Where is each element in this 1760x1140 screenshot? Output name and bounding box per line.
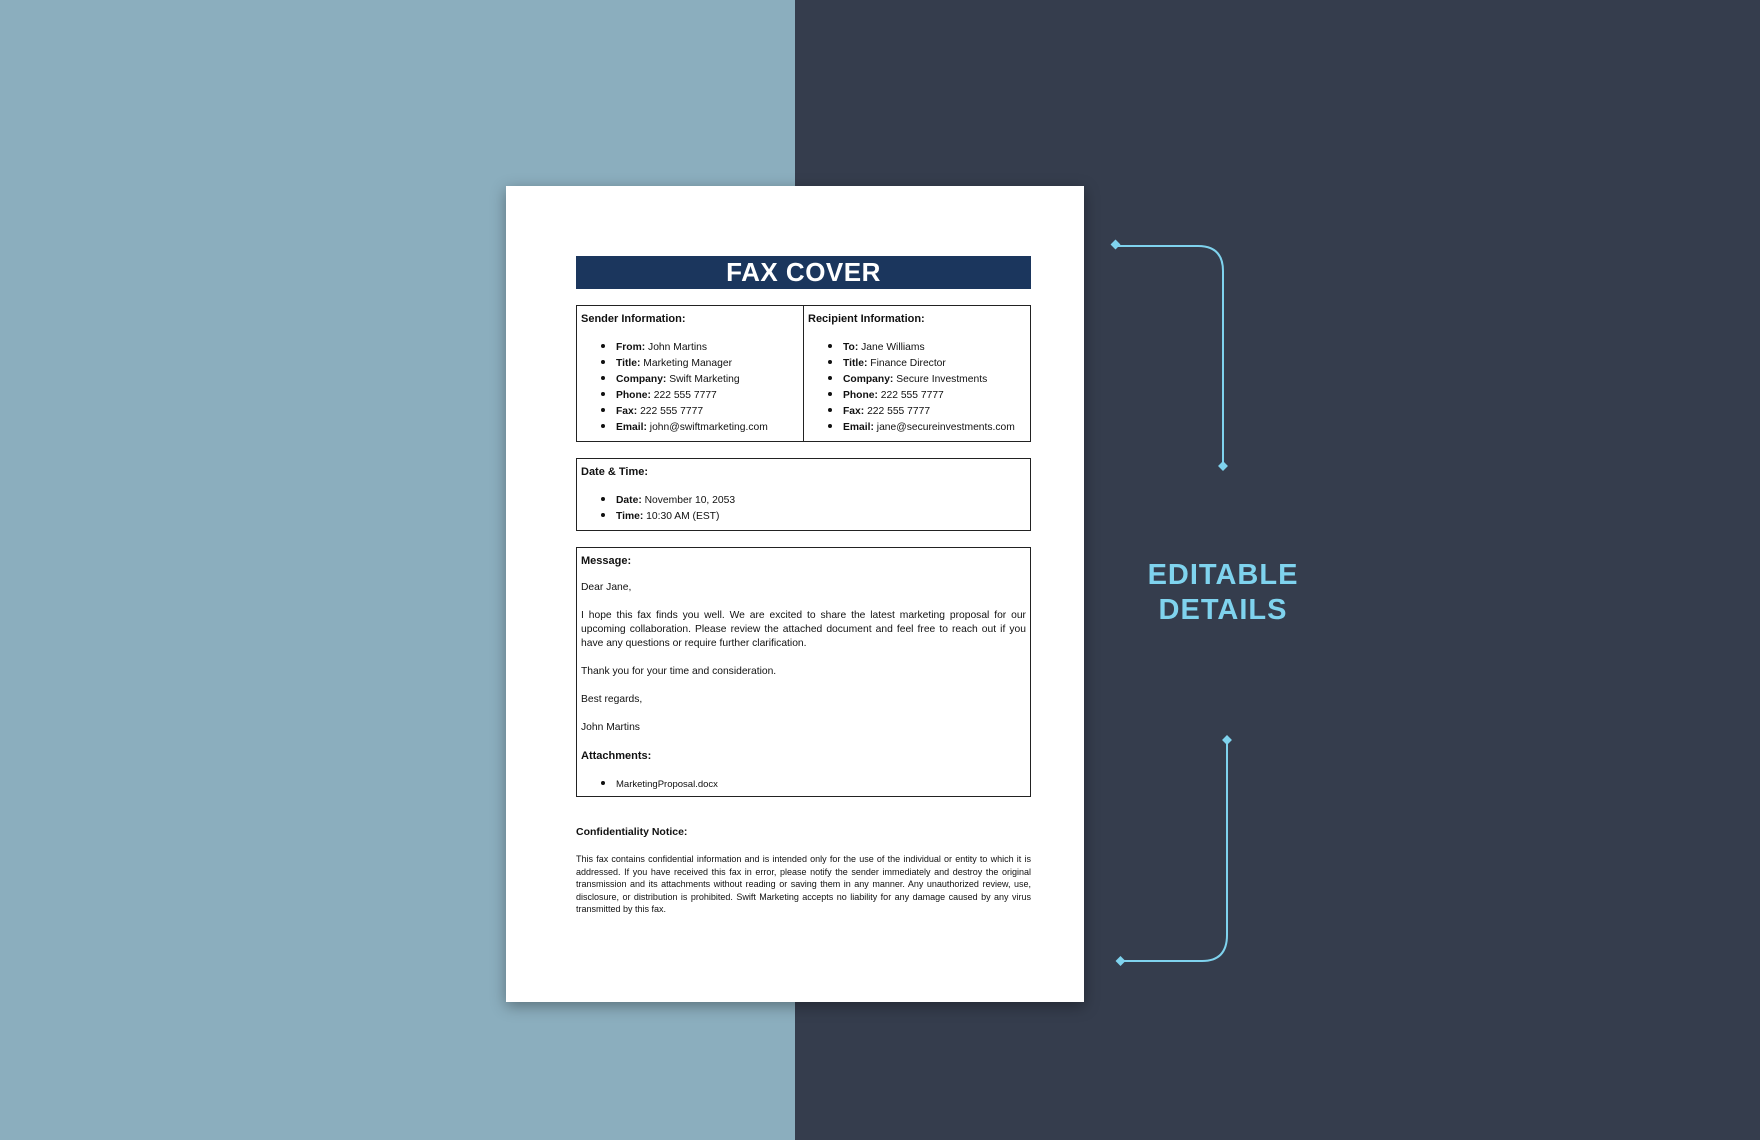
bracket-top-end-diamond <box>1218 461 1228 471</box>
message-signature: John Martins <box>581 722 640 733</box>
sender-email: • Email: john@swiftmarketing.com <box>616 419 799 435</box>
callout-line-2: DETAILS <box>1158 594 1288 626</box>
time-item: • Time: 10:30 AM (EST) <box>616 508 1026 524</box>
document-title: FAX COVER <box>576 256 1031 289</box>
message-thanks: Thank you for your time and consideration. <box>581 666 777 677</box>
callout-bracket-top <box>1117 246 1223 466</box>
recipient-to: • To: Jane Williams <box>843 339 1026 355</box>
message-heading: Message: <box>581 555 632 567</box>
bracket-bottom-start-diamond <box>1222 735 1232 745</box>
recipient-title: • Title: Finance Director <box>843 355 1026 371</box>
recipient-heading: Recipient Information: <box>808 313 925 325</box>
recipient-email: • Email: jane@secureinvestments.com <box>843 419 1026 435</box>
editable-details-callout <box>1100 558 1346 628</box>
recipient-company: • Company: Secure Investments <box>843 371 1026 387</box>
sender-company: • Company: Swift Marketing <box>616 371 799 387</box>
sender-from: • From: John Martins <box>616 339 799 355</box>
sender-heading: Sender Information: <box>581 313 686 325</box>
message-closing: Best regards, <box>581 694 643 705</box>
confidentiality-heading: Confidentiality Notice: <box>576 826 688 838</box>
message-body: I hope this fax finds you well. We are excited to share the latest marketing proposal for our upcoming collaboration. Please review the attached document and feel free to reach out if you have any questions or require further clarification. <box>581 610 1026 649</box>
date-item: • Date: November 10, 2053 <box>616 492 1026 508</box>
bracket-top-start-diamond <box>1111 240 1121 250</box>
confidentiality-text: This fax contains confidential information and is intended only for the use of the individual or entity to which it is addressed. If you have received this fax in error, please notify the sender immediately and destroy the original transmission and its attachments without reading or saving them in any manner. Any unauthorized review, use, disclosure, or distribution is prohibited. Swift Marketing accepts no liability for any damage caused by any virus transmitted by this fax. <box>576 854 1031 915</box>
bracket-bottom-end-diamond <box>1116 956 1126 966</box>
attachment-item: • MarketingProposal.docx <box>616 776 1026 792</box>
sender-phone: • Phone: 222 555 7777 <box>616 387 799 403</box>
message-greeting: Dear Jane, <box>581 582 632 593</box>
attachments-heading: Attachments: <box>581 750 652 762</box>
sender-fax: • Fax: 222 555 7777 <box>616 403 799 419</box>
recipient-phone: • Phone: 222 555 7777 <box>843 387 1026 403</box>
callout-line-1: EDITABLE <box>1147 559 1299 591</box>
recipient-fax: • Fax: 222 555 7777 <box>843 403 1026 419</box>
date-time-heading: Date & Time: <box>581 466 649 478</box>
callout-bracket-bottom <box>1122 740 1227 961</box>
sender-title: • Title: Marketing Manager <box>616 355 799 371</box>
